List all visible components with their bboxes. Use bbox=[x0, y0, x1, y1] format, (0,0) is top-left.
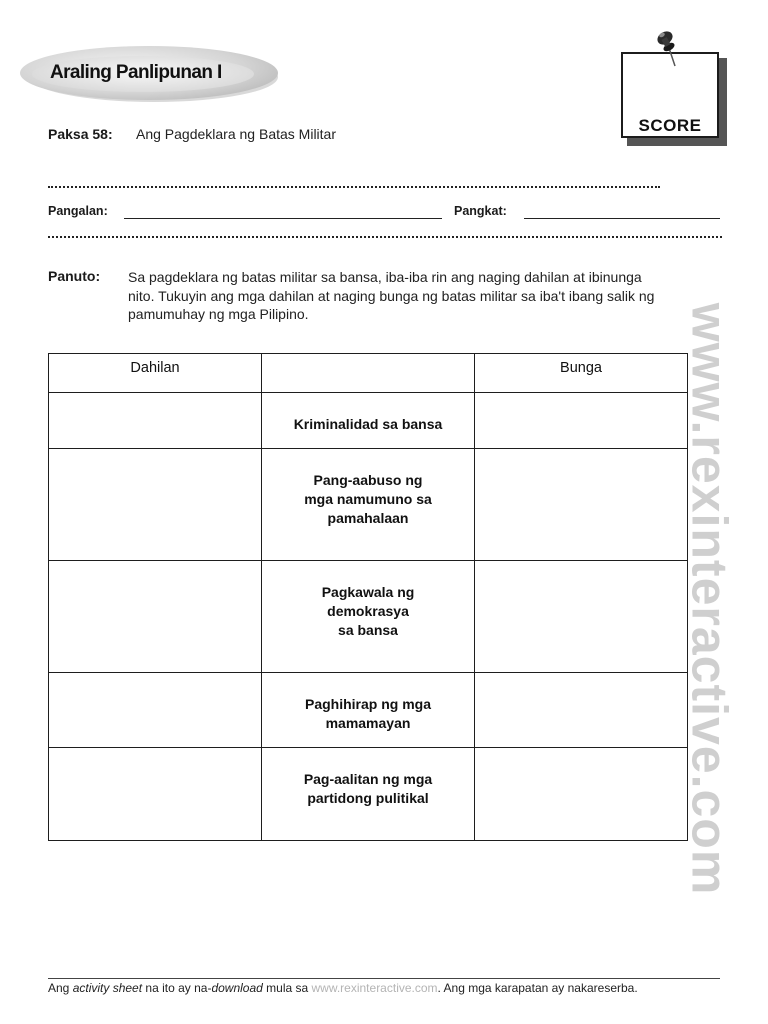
header-dahilan: Dahilan bbox=[49, 354, 262, 393]
header-bunga: Bunga bbox=[475, 354, 688, 393]
bunga-cell[interactable] bbox=[475, 748, 688, 841]
dahilan-cell[interactable] bbox=[49, 748, 262, 841]
footer-note bbox=[48, 981, 720, 995]
bunga-cell[interactable] bbox=[475, 673, 688, 748]
topic-line: Pagkawala ng bbox=[321, 584, 415, 600]
footer-text: Ang bbox=[48, 981, 73, 995]
instructions-label: Panuto: bbox=[48, 268, 101, 284]
footer-url[interactable]: www.rexinteractive.com bbox=[311, 981, 438, 995]
table-header-row bbox=[49, 354, 688, 393]
topic-label: Paksa 58: bbox=[48, 126, 113, 142]
watermark bbox=[681, 238, 738, 960]
table-row bbox=[49, 561, 688, 673]
topic-line: partidong pulitikal bbox=[307, 790, 429, 806]
topic-line: Paghihirap ng mga bbox=[304, 696, 431, 712]
subject-title: Araling Panlipunan I bbox=[50, 62, 222, 83]
table-row bbox=[49, 393, 688, 449]
footer-divider bbox=[48, 978, 720, 979]
name-field[interactable] bbox=[124, 218, 442, 219]
topic-line: mamamayan bbox=[325, 715, 411, 731]
topic-cell bbox=[262, 673, 475, 748]
group-field[interactable] bbox=[524, 218, 720, 219]
dahilan-cell[interactable] bbox=[49, 673, 262, 748]
divider-dotted bbox=[48, 236, 722, 238]
table-row bbox=[49, 748, 688, 841]
watermark-text: www.rexinteractive.com bbox=[681, 302, 738, 896]
topic-line: Pang-aabuso ng bbox=[313, 472, 423, 488]
topic-cell bbox=[262, 748, 475, 841]
topic-line: Pag-aalitan ng mga bbox=[303, 771, 433, 787]
table-row bbox=[49, 673, 688, 748]
instructions-text: Sa pagdeklara ng batas militar sa bansa, iba-iba rin ang naging dahilan at ibinunga nito. Tukuyin ang mga dahilan at naging bunga ng batas militar sa iba't ibang salik ng pamumuhay ng mga Pilipino. bbox=[128, 269, 655, 322]
group-label: Pangkat: bbox=[454, 204, 507, 218]
footer-text: mula sa bbox=[262, 981, 312, 995]
bunga-cell[interactable] bbox=[475, 561, 688, 673]
cause-effect-table bbox=[48, 353, 688, 841]
topic-title: Ang Pagdeklara ng Batas Militar bbox=[136, 126, 336, 142]
topic-cell bbox=[262, 393, 475, 449]
topic-cell bbox=[262, 449, 475, 561]
header-topic bbox=[262, 354, 475, 393]
dahilan-cell[interactable] bbox=[49, 449, 262, 561]
dahilan-cell[interactable] bbox=[49, 561, 262, 673]
bunga-cell[interactable] bbox=[475, 449, 688, 561]
topic-cell bbox=[262, 561, 475, 673]
topic-line: demokrasya bbox=[327, 603, 409, 619]
table-row bbox=[49, 449, 688, 561]
score-label: SCORE bbox=[638, 116, 702, 135]
footer-text: . Ang mga karapatan ay nakareserba. bbox=[437, 981, 638, 995]
bunga-cell[interactable] bbox=[475, 393, 688, 449]
dahilan-cell[interactable] bbox=[49, 393, 262, 449]
topic-line: mga namumuno sa bbox=[304, 491, 432, 507]
footer-italic-text: download bbox=[211, 981, 263, 995]
topic-line: pamahalaan bbox=[327, 510, 409, 526]
divider-dotted bbox=[48, 186, 660, 188]
topic-line: Kriminalidad sa bansa bbox=[293, 416, 443, 432]
name-label: Pangalan: bbox=[48, 204, 108, 218]
topic-line: sa bansa bbox=[338, 622, 398, 638]
footer-italic-text: activity sheet bbox=[72, 981, 143, 995]
pushpin-icon bbox=[648, 26, 688, 70]
footer-text: na ito ay na- bbox=[142, 981, 212, 995]
